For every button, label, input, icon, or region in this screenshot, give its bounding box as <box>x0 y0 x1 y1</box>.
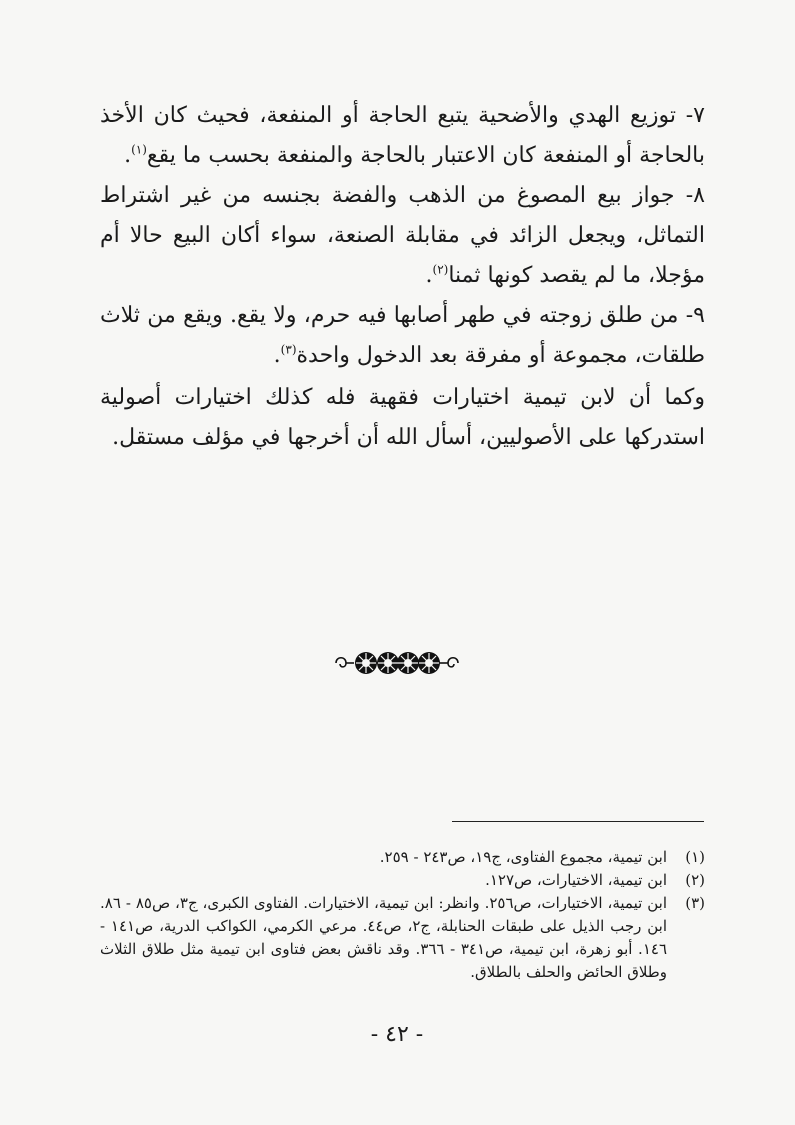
paragraph-end: . <box>124 143 132 168</box>
footnote-number: (٢) <box>685 871 705 889</box>
footnote-number: (١) <box>685 848 705 866</box>
paragraph-end: . <box>425 263 433 288</box>
paragraph-end: . <box>273 343 281 368</box>
paragraph-7 <box>100 96 705 176</box>
paragraph-closing <box>100 378 705 458</box>
footnote-separator <box>452 821 704 822</box>
footnotes <box>100 846 705 984</box>
footnote-ref[interactable]: (١) <box>131 142 147 157</box>
paragraph-text: وكما أن لابن تيمية اختيارات فقهية فله كذلك اختيارات أصولية استدركها على الأصوليين، أسأل الله أن أخرجها في مؤلف مستقل. <box>100 385 705 450</box>
paragraph-text: ٧- توزيع الهدي والأضحية يتبع الحاجة أو المنفعة، فحيث كان الأخذ بالحاجة أو المنفعة كان الاعتبار بالحاجة والمنفعة بحسب ما يقع <box>100 103 705 168</box>
footnote-item <box>100 892 705 984</box>
paragraph-text: ٩- من طلق زوجته في طهر أصابها فيه حرم، ولا يقع. ويقع من ثلاث طلقات، مجموعة أو مفرقة بعد الدخول واحدة <box>100 303 705 368</box>
floral-divider-ornament-icon <box>332 646 462 680</box>
footnote-ref[interactable]: (٢) <box>432 262 449 277</box>
footnote-item <box>100 869 705 892</box>
footnote-text: ابن تيمية، مجموع الفتاوى، ج١٩، ص٢٤٣ - ٢٥٩. <box>379 848 667 866</box>
paragraph-text: ٨- جواز بيع المصوغ من الذهب والفضة بجنسه من غير اشتراط التماثل، ويجعل الزائد في مقابلة الصنعة، سواء أكان البيع حالا أم مؤجلا، ما لم يقصد كونها ثمنا <box>100 183 705 288</box>
paragraph-9 <box>100 296 705 376</box>
paragraph-8 <box>100 176 705 296</box>
footnote-item <box>100 846 705 869</box>
footnote-text: ابن تيمية، الاختيارات، ص٢٥٦. وانظر: ابن تيمية، الاختيارات. الفتاوى الكبرى، ج٣، ص٨٥ - ٨٦. ابن رجب الذيل على طبقات الحنابلة، ج٢، ص٤٤. مرعي الكرمي، الكواكب الدرية، ص١٤١ - ١٤٦. أبو زهرة، ابن تيمية، ص٣٤١ - ٣٦٦. وقد ناقش بعض فتاوى ابن تيمية مثل طلاق الثلاث وطلاق الحائض والحلف بالطلاق. <box>100 894 668 981</box>
page-number: - ٤٢ - <box>370 1022 424 1047</box>
footnote-text: ابن تيمية، الاختيارات، ص١٢٧. <box>485 871 667 889</box>
footnote-ref[interactable]: (٣) <box>280 342 297 357</box>
footnote-number: (٣) <box>685 894 705 912</box>
